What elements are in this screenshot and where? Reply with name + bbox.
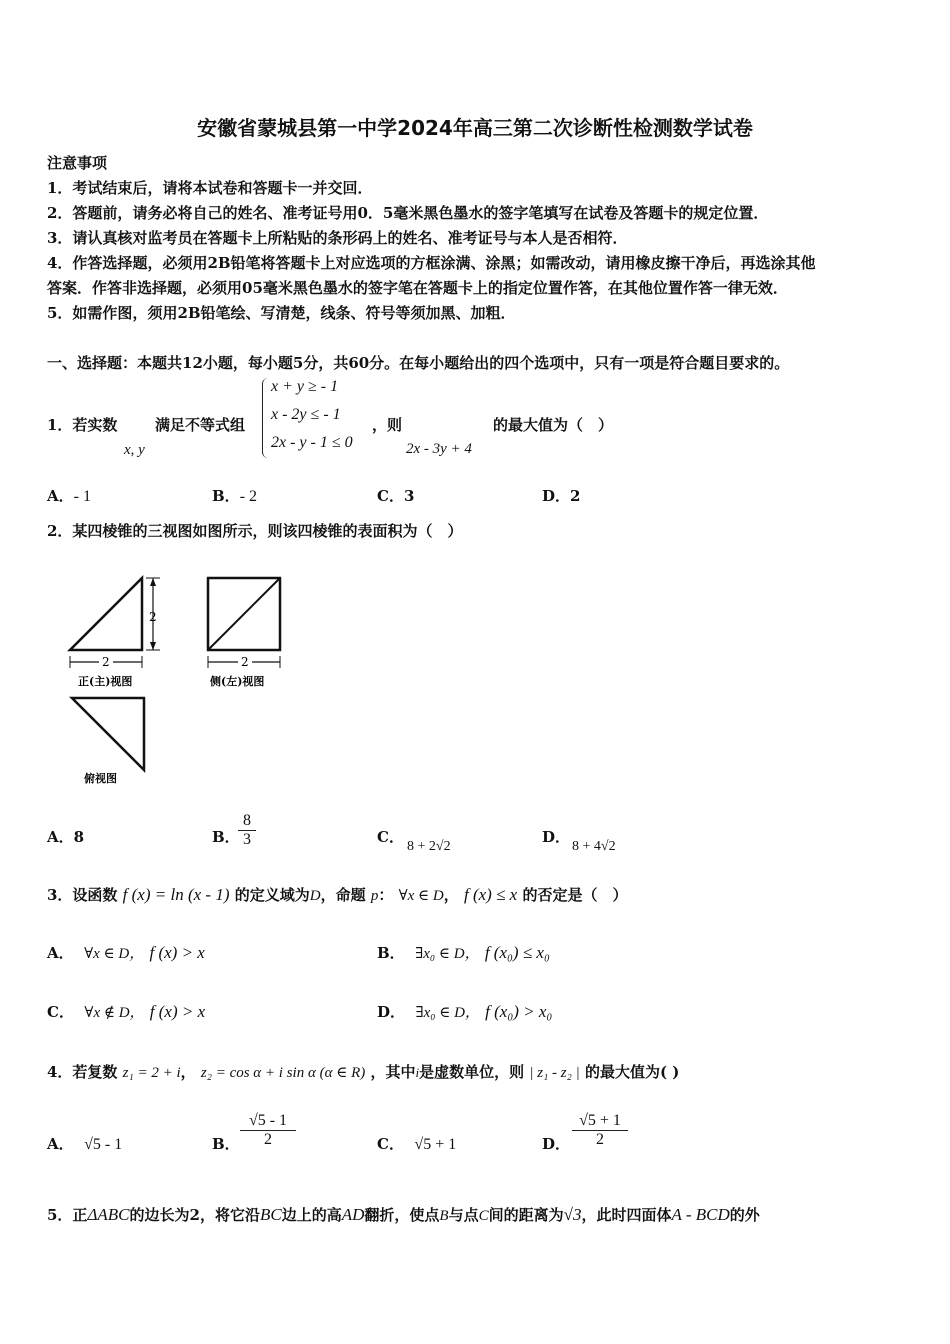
q2-option-a[interactable]: A．8 [47,828,85,846]
q4-option-a[interactable]: A． √5 - 1 [47,1135,123,1153]
q3-mid: 的定义域为 [234,886,310,904]
q5-text: 5．正ΔABC的边长为2，将它沿BC边上的高AD翻折，使点B与点C间的距离为√3，此时四面体A - BCD的外 [47,1205,760,1224]
note-item: 答案．作答非选择题，必须用05毫米黑色墨水的签字笔在答题卡上的指定位置作答，在其他位置作答一律无效． [47,279,788,297]
section-heading: 一、选择题：本题共12小题，每小题5分，共60分。在每小题给出的四个选项中，只有一项是符合题目要求的。 [47,354,790,372]
q2-option-b-fraction: $\frac{8}{3}$ [238,812,256,849]
q1-mid: 满足不等式组 [155,416,246,434]
q4-z2: z₂ = cos α + i sin α (α ∈ R) [200,1065,366,1081]
side-view-label: 侧(左)视图 [210,675,265,688]
q1-expression: 2x - 3y + 4 [406,441,472,457]
q3-option-b[interactable]: B． ∃x₀ ∈ D， f (x₀) ≤ x₀ [377,943,550,962]
q4-prefix: 4．若复数 [47,1063,118,1081]
q3-function: f (x) = ln (x - 1) [122,885,230,904]
q4-abs: | z₁ - z₂ | [529,1065,580,1081]
note-item: 1．考试结束后，请将本试卷和答题卡一并交回． [47,179,373,197]
q3-option-a[interactable]: A． ∀x ∈ D， f (x) > x [47,943,205,962]
q2-option-d[interactable]: D． [542,828,571,846]
q2-text: 2．某四棱锥的三视图如图所示，则该四棱锥的表面积为（ ） [47,522,463,540]
q2-option-c-value: 8 + 2√2 [407,839,451,854]
q4-suffix: 的最大值为( ) [584,1063,680,1081]
q2-option-b[interactable]: B． [212,828,240,846]
q1-ineq-3: 2x - y - 1 ≤ 0 [271,434,353,451]
q2-option-d-value: 8 + 4√2 [572,839,616,854]
exam-page: 安徽省蒙城县第一中学2024年高三第二次诊断性检测数学试卷 注意事项 1．考试结束后，请将本试卷和答题卡一并交回． 2．答题前，请务必将自己的姓名、准考证号用0．5毫米黑色墨水的签字笔填写在试卷及答题卡的规定位置． 3．请认真核对监考员在答题卡上所粘贴的条形码上的姓名、准考证号与本人是否相符． 4．作答选择题，必须用2B铅笔将答题卡上对应选项的方框涂满、涂黑；如需改动，请用橡皮擦干净后，再选涂其他 答案．作答非选择题，必须用05毫米黑色墨水的签字笔在答题卡上的指定位置作答，在其他位置作答一律无效． 5．如需作图，须用2B铅笔绘、写清楚，线条、符号等须加黑、加粗． 一、选择题：本题共12小题，每小题5分，共60分。在每小题给出的四个选项中，只有一项是符合题目要求的。 1．若实数 x, y 满足不等式组 x + y ≥ - 1 x - 2y ≤ - 1 2x - y - 1 ≤ 0 ，则 2x - 3y + 4 的最大值为（ ） A．- 1 B．- 2 C．3 D．2 2．某四棱锥的三视图如图所示，则该四棱锥的表面积为（ ） 2 2 正(主)视图 2 侧(左)视图 俯视图 A．8 B． $\frac{8}{3}$ C． 8 + 2√2 D． 8 + 4√2 3．设函数 f (x) = ln (x - 1) 的定义域为D，命题 p： ∀x ∈ D， f (x) ≤ x 的否定是（ ） A． ∀x ∈ D， f (x) > x B． ∃x₀ ∈ D， f (x₀) ≤ x₀ C． ∀x ∉ D， f (x) > x D． ∃x₀ ∈ D， f (x₀) > x₀ 4．若复数 z₁ = 2 + i， z₂ = cos α + i sin α (α ∈ R) ，其中i是虚数单位，则 | z₁ - z₂ | 的最大值为( ) A． √5 - 1 B． $\frac{√5 - 1}{2}$ C． √5 + 1 D． $\frac{√5 + 1}{2}$ 5．正ΔABC的边长为2，将它沿BC边上的高AD翻折，使点B与点C间的距离为√3，此时四面体A - BCD的外 [0,0,950,1344]
note-item: 4．作答选择题，必须用2B铅笔将答题卡上对应选项的方框涂满、涂黑；如需改动，请用橡皮擦干净后，再选涂其他 [47,254,816,272]
note-item: 3．请认真核对监考员在答题卡上所粘贴的条形码上的姓名、准考证号与本人是否相符． [47,229,628,247]
q4-option-d[interactable]: D． [542,1135,571,1153]
front-height-label: 2 [149,610,157,624]
note-item: 2．答题前，请务必将自己的姓名、准考证号用0．5毫米黑色墨水的签字笔填写在试卷及答题卡的规定位置． [47,204,769,222]
top-view-triangle [72,698,144,770]
three-view-figure [60,570,300,790]
q3-suffix: 的否定是（ ） [522,886,628,904]
top-view-label: 俯视图 [84,772,117,785]
q4-z1: z₁ = 2 + i [122,1065,181,1081]
front-view-triangle [70,578,142,650]
q1-ineq-2: x - 2y ≤ - 1 [271,406,341,423]
q3-option-d[interactable]: D． ∃x₀ ∈ D， f (x₀) > x₀ [377,1002,553,1021]
q3-option-c[interactable]: C． ∀x ∉ D， f (x) > x [47,1002,206,1021]
q1-option-d[interactable]: D．2 [542,487,581,505]
q1-ineq-1: x + y ≥ - 1 [271,378,339,395]
note-item: 5．如需作图，须用2B铅笔绘、写清楚，线条、符号等须加黑、加粗． [47,304,516,322]
q1-option-b[interactable]: B．- 2 [212,487,258,505]
q4-option-b[interactable]: B． [212,1135,240,1153]
q4-option-c[interactable]: C． √5 + 1 [377,1135,457,1153]
side-width-label: 2 [241,655,249,669]
front-width-label: 2 [102,655,110,669]
q4-option-b-fraction: $\frac{√5 - 1}{2}$ [240,1112,296,1149]
q1-suffix: 的最大值为（ ） [493,416,614,434]
q1-option-a[interactable]: A．- 1 [47,487,91,505]
notes-heading: 注意事项 [47,154,108,172]
front-view-label: 正(主)视图 [78,675,133,688]
page-title: 安徽省蒙城县第一中学2024年高三第二次诊断性检测数学试卷 [197,116,753,140]
q1-inequality-system [262,378,383,458]
q4-option-d-fraction: $\frac{√5 + 1}{2}$ [572,1112,628,1149]
q1-then: ，则 [372,416,403,434]
q1-vars: x, y [124,442,145,458]
q3-statement: f (x) ≤ x [464,885,518,904]
q3-forall: ∀x ∈ D [398,888,444,904]
q3-prefix: 3．设函数 [47,886,118,904]
q1-option-c[interactable]: C．3 [377,487,415,505]
q1-prefix: 1．若实数 [47,416,118,434]
q2-option-c[interactable]: C． [377,828,404,846]
